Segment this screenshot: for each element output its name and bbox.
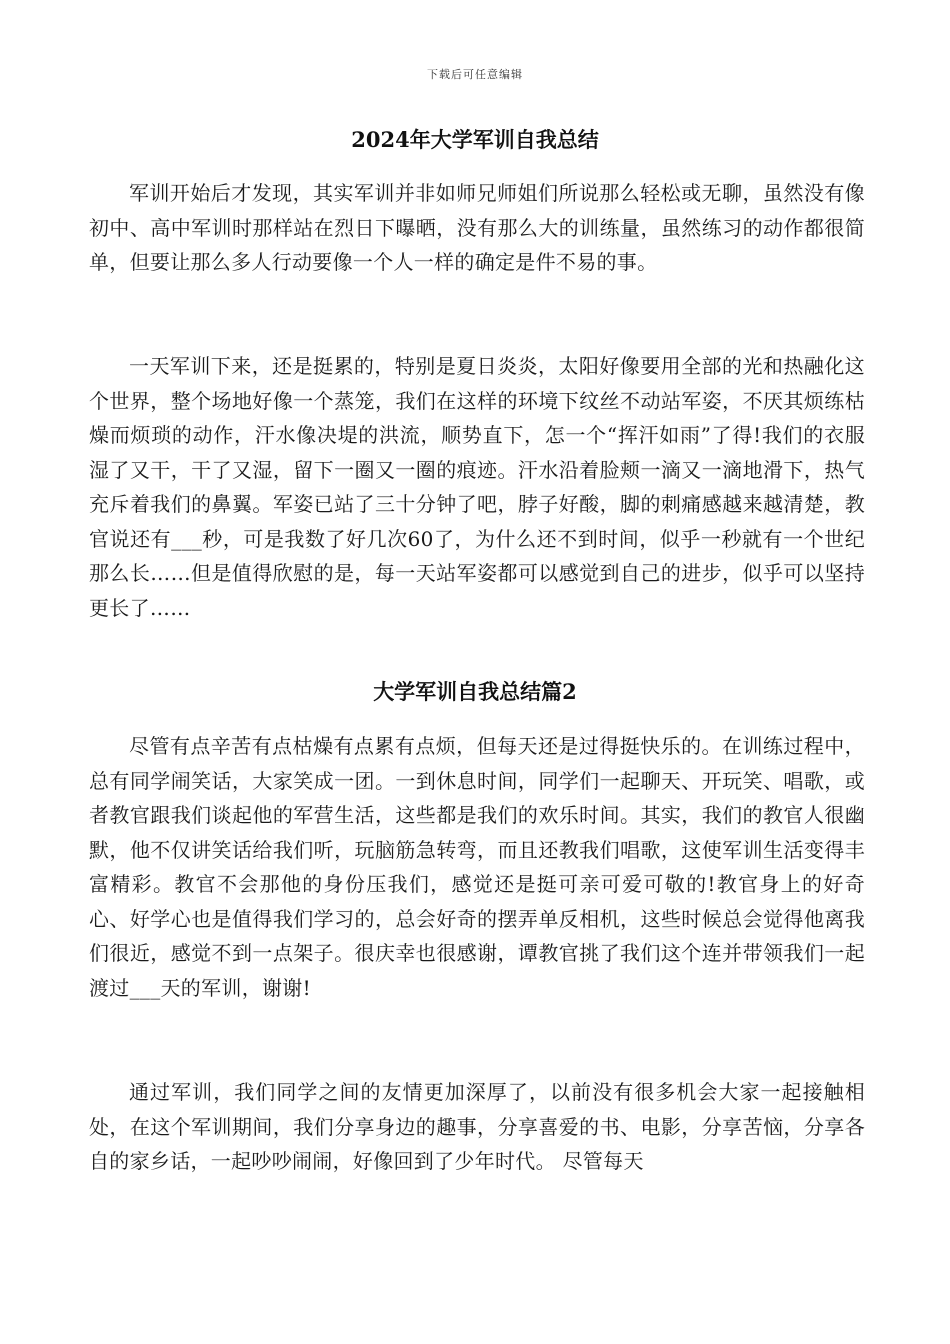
paragraph: 军训开始后才发现，其实军训并非如师兄师姐们所说那么轻松或无聊，虽然没有像初中、高中军训时那样站在烈日下曝晒，没有那么大的训练量，虽然练习的动作都很简单，但要让那么多人行动要像一个人一样的确定是件不易的事。 (89, 181, 865, 274)
header-note: 下载后可任意编辑 (427, 68, 523, 81)
section-title: 大学军训自我总结篇2 (373, 679, 577, 704)
paragraph: 尽管有点辛苦有点枯燥有点累有点烦，但每天还是过得挺快乐的。在训练过程中，总有同学闹笑话，大家笑成一团。一到休息时间，同学们一起聊天、开玩笑、唱歌，或者教官跟我们谈起他的军营生活，这些都是我们的欢乐时间。其实，我们的教官人很幽默，他不仅讲笑话给我们听，玩脑筋急转弯，而且还教我们唱歌，这使军训生活变得丰富精彩。教官不会那他的身份压我们，感觉还是挺可亲可爱可敬的!教官身上的好奇心、好学心也是值得我们学习的，总会好奇的摆弄单反相机，这些时候总会觉得他离我们很近，感觉不到一点架子。很庆幸也很感谢，谭教官挑了我们这个连并带领我们一起渡过___天的军训，谢谢! (89, 734, 865, 1000)
paragraph: 通过军训，我们同学之间的友情更加深厚了，以前没有很多机会大家一起接触相处，在这个军训期间，我们分享身边的趣事，分享喜爱的书、电影，分享苦恼，分享各自的家乡话，一起吵吵闹闹，好像回到了少年时代。 尽管每天 (89, 1080, 865, 1173)
paragraph: 一天军训下来，还是挺累的，特别是夏日炎炎，太阳好像要用全部的光和热融化这个世界，整个场地好像一个蒸笼，我们在这样的环境下纹丝不动站军姿，不厌其烦练枯燥而烦琐的动作，汗水像决堤的洪流，顺势直下，怎一个“挥汗如雨”了得!我们的衣服湿了又干，干了又湿，留下一圈又一圈的痕迹。汗水沿着脸颊一滴又一滴地滑下，热气充斥着我们的鼻翼。军姿已站了三十分钟了吧，脖子好酸，脚的刺痛感越来越清楚，教官说还有___秒，可是我数了好几次60了，为什么还不到时间，似乎一秒就有一个世纪那么长……但是值得欣慰的是，每一天站军姿都可以感觉到自己的进步，似乎可以坚持更长了…… (89, 354, 865, 620)
document-title: 2024年大学军训自我总结 (351, 127, 599, 152)
